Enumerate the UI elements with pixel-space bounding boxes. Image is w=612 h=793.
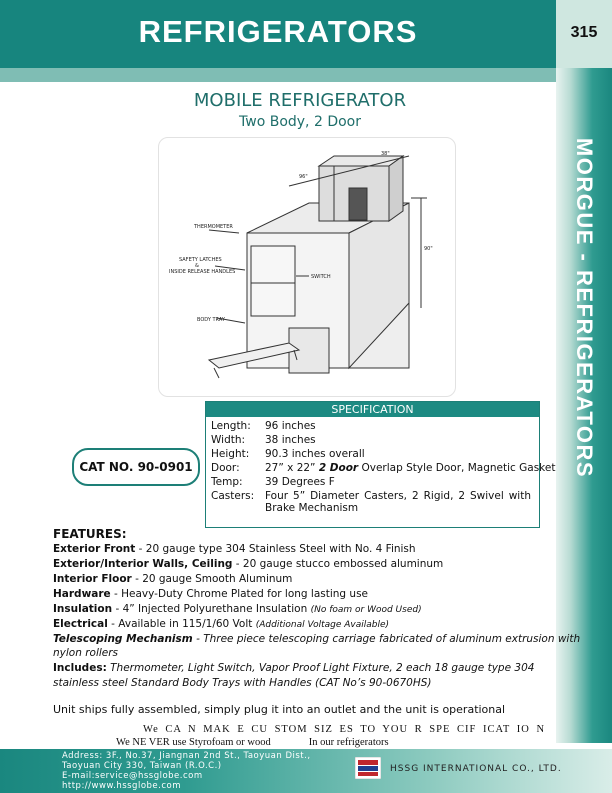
footer-address-line2: Taoyuan City 330, Taiwan (R.O.C.) [62,761,222,771]
footer-website: http://www.hssglobe.com [62,781,181,791]
spec-row-height: Height: 90.3 inches overall [211,448,365,460]
product-subtitle: Two Body, 2 Door [239,114,361,130]
spec-row-length: Length: 96 inches [211,420,316,432]
catalog-number: CAT NO. 90-0901 [72,448,200,486]
feature-includes-cont: stainless steel Standard Body Trays with Handles (CAT No’s 90-0670HS) [53,677,432,689]
thermometer-label: THERMOMETER [194,224,233,230]
material-note: We NE VER use Styrofoam or wood In our refrigerators [116,737,389,748]
spec-row-casters: Casters: Four 5” Diameter Casters, 2 Rigid, 2 Swivel with Brake Mechanism [211,490,531,514]
feature-insulation: Insulation - 4” Injected Polyurethane Insulation (No foam or Wood Used) [53,603,422,615]
features-title: FEATURES: [53,527,127,541]
safety-latch-label: SAFETY LATCHES [179,257,222,263]
feature-electrical: Electrical - Available in 115/1/60 Volt (Additional Voltage Available) [53,618,390,630]
shipping-note: Unit ships fully assembled, simply plug it into an outlet and the unit is operational [53,703,506,716]
feature-includes: Includes: Thermometer, Light Switch, Vapor Proof Light Fixture, 2 each 18 gauge type 304 [53,662,535,674]
footer-address-line1: Address: 3F., No.37, Jiangnan 2nd St., Taoyuan Dist., [62,751,311,761]
spec-row-door: Door: 27” x 22” 2 Door Overlap Style Door, Magnetic Gasket [211,462,556,474]
company-name: HSSG INTERNATIONAL CO., LTD. [390,764,562,774]
refrigerator-illustration [159,138,455,396]
spec-row-width: Width: 38 inches [211,434,316,446]
custom-size-note: We CA N MAK E CU STOM SIZ ES TO YOU R SPE CIF ICAT IO N [143,724,546,735]
body-tray-label: BODY TRAY [197,317,225,323]
specification-box [205,401,556,528]
switch-label: SWITCH [311,274,331,280]
product-title: MOBILE REFRIGERATOR [193,90,407,111]
width-dimension: 38" [381,151,390,157]
release-handle-label: INSIDE RELEASE HANDLES [169,269,236,275]
page-number: 315 [556,0,612,68]
feature-telescoping-cont: nylon rollers [53,647,119,659]
page-title: REFRIGERATORS [138,14,418,49]
spec-row-temp: Temp: 39 Degrees F [211,476,335,488]
feature-interior-floor: Interior Floor - 20 gauge Smooth Aluminum [53,573,293,585]
length-dimension: 96" [299,174,308,180]
feature-hardware: Hardware - Heavy-Duty Chrome Plated for long lasting use [53,588,369,600]
company-logo-icon [355,757,381,779]
product-drawing [158,137,456,397]
specification-heading: SPECIFICATION [206,402,539,417]
footer-email: E-mail:service@hssglobe.com [62,771,203,781]
feature-telescoping: Telescoping Mechanism - Three piece telescoping carriage fabricated of aluminum extrusion with [53,633,581,645]
feature-walls-ceiling: Exterior/Interior Walls, Ceiling - 20 gauge stucco embossed aluminum [53,558,444,570]
height-dimension: 90" [424,246,433,252]
feature-exterior-front: Exterior Front - 20 gauge type 304 Stainless Steel with No. 4 Finish [53,543,416,555]
header-strip [0,68,556,82]
safety-ampersand-label: & [195,263,199,269]
side-banner-text: MORGUE - REFRIGERATORS [572,137,597,479]
